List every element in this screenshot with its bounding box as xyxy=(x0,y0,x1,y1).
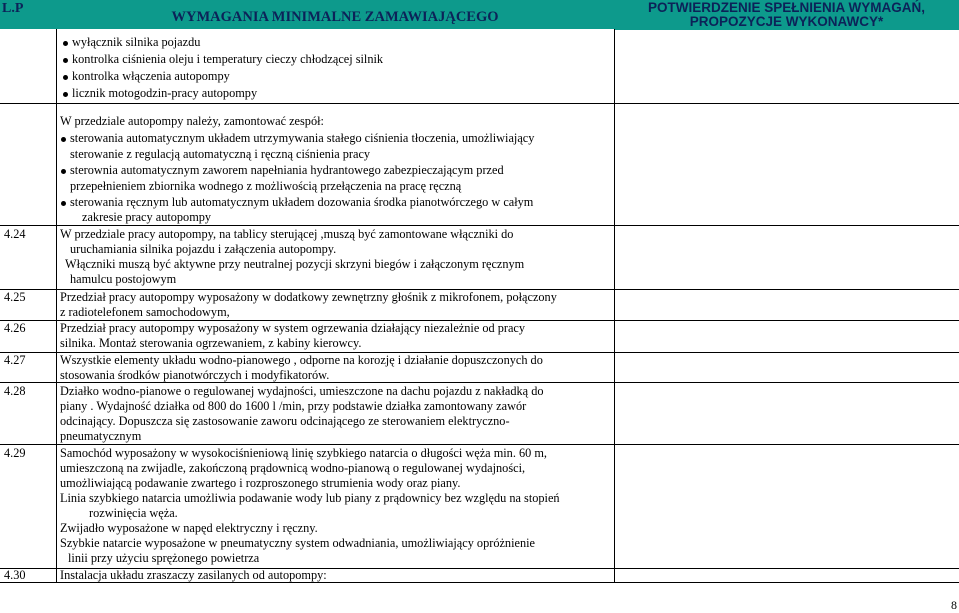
row-number: 4.25 xyxy=(4,290,26,304)
row-text: Przedział pracy autopompy wyposażony w system ogrzewania działający niezależnie od pracy xyxy=(60,321,526,335)
row-text: z radiotelefonem samochodowym, xyxy=(60,305,230,319)
bullet-icon xyxy=(61,201,66,206)
column-divider-confirmation xyxy=(614,29,615,582)
row-text: Włączniki muszą być aktywne przy neutralnej pozycji skrzyni biegów i załączonym ręcznym xyxy=(65,257,525,271)
header-confirmation xyxy=(614,0,959,30)
row-text: W przedziale pracy autopompy, na tablicy sterującej ,muszą być zamontowane włączniki do xyxy=(60,227,514,241)
row-text: Linia szybkiego natarcia umożliwia podawanie wody lub piany z prądownicy bez względu na stopień xyxy=(60,491,560,505)
list-item: licznik motogodzin-pracy autopompy xyxy=(72,86,258,100)
row-text: rozwinięcia węża. xyxy=(89,506,178,520)
bullet-icon xyxy=(63,75,68,80)
bullet-icon xyxy=(61,169,66,174)
row-text: Działko wodno-pianowe o regulowanej wydajności, umieszczone na dachu pojazdu z nakładką do xyxy=(60,384,544,398)
list-item: kontrolka ciśnienia oleju i temperatury cieczy chłodzącej silnik xyxy=(72,52,384,66)
row-text: hamulcu postojowym xyxy=(70,272,177,286)
header-lp: L.P xyxy=(0,0,58,29)
row-text: piany . Wydajność działka od 800 do 1600 l /min, przy podstawie działka zamontowany zawór xyxy=(60,399,527,413)
row-text: pneumatycznym xyxy=(60,429,142,443)
bullet-icon xyxy=(61,137,66,142)
row-number: 4.29 xyxy=(4,446,26,460)
row-number: 4.28 xyxy=(4,384,26,398)
list-item-continuation: zakresie pracy autopompy xyxy=(82,210,212,224)
bullet-icon xyxy=(63,58,68,63)
row-text: Instalacja układu zraszaczy zasilanych od autopompy: xyxy=(60,568,327,582)
row-border xyxy=(0,444,959,445)
row-text: odcinający. Dopuszcza się zastosowanie zaworu odcinającego ze sterowaniem elektryczno- xyxy=(60,414,510,428)
list-item: kontrolka włączenia autopompy xyxy=(72,69,230,83)
row-text: stosowania środków pianotwórczych i modyfikatorów. xyxy=(60,368,330,382)
row-text: silnika. Montaż sterowania ogrzewaniem, z kabiny kierowcy. xyxy=(60,336,362,350)
row-text: umożliwiającą podawanie zwartego i rozproszonego strumienia wody oraz piany. xyxy=(60,476,461,490)
header-confirmation-line1: POTWIERDZENIE SPEŁNIENIA WYMAGAŃ, xyxy=(647,0,925,15)
row-text: Przedział pracy autopompy wyposażony w dodatkowy zewnętrzny głośnik z mikrofonem, połączony xyxy=(60,290,557,304)
list-item: wyłącznik silnika pojazdu xyxy=(72,35,201,49)
row-text: Szybkie natarcie wyposażone w pneumatyczny system odwadniania, umożliwiający opróżnienie xyxy=(60,536,535,550)
row-text: uruchamiania silnika pojazdu i załączenia autopompy. xyxy=(70,242,337,256)
row-border xyxy=(0,103,959,104)
row-text: linii przy użyciu sprężonego powietrza xyxy=(68,551,260,565)
row-number: 4.24 xyxy=(4,227,26,241)
list-item: sterowania automatycznym układem utrzymywania stałego ciśnienia tłoczenia, umożliwiający xyxy=(70,131,535,145)
row-number: 4.27 xyxy=(4,353,26,367)
bullet-icon xyxy=(63,41,68,46)
page-number: 8 xyxy=(951,598,957,612)
row-number: 4.30 xyxy=(4,568,26,582)
row-border xyxy=(0,225,959,226)
list-item-continuation: sterowanie z regulacją automatyczną i ręczną ciśnienia pracy xyxy=(70,147,371,161)
column-divider-lp xyxy=(56,29,57,582)
row-text: Wszystkie elementy układu wodno-pianowego , odporne na korozję i działanie dopuszczonych do xyxy=(60,353,543,367)
table-header xyxy=(0,0,959,29)
list-item-continuation: przepełnieniem zbiornika wodnego z możliwością przełączenia na pracę ręczną xyxy=(70,179,462,193)
row-text: Zwijadło wyposażone w napęd elektryczny i ręczny. xyxy=(60,521,318,535)
list-item: sterownia automatycznym zaworem napełniania hydrantowego zabezpieczającym przed xyxy=(70,163,504,177)
header-confirmation-line2: PROPOZYCJE WYKONAWCY* xyxy=(689,14,884,29)
header-requirements: WYMAGANIA MINIMALNE ZAMAWIAJĄCEGO xyxy=(56,0,614,29)
block-intro: W przedziale autopompy należy, zamontować zespół: xyxy=(60,114,324,128)
row-number: 4.26 xyxy=(4,321,26,335)
list-item: sterowania ręcznym lub automatycznym układem dozowania środka pianotwórczego w całym xyxy=(70,195,534,209)
row-text: Samochód wyposażony w wysokociśnieniową linię szybkiego natarcia o długości węża min. 60 m, xyxy=(60,446,547,460)
bullet-icon xyxy=(63,92,68,97)
row-text: umieszczoną na zwijadle, zakończoną prądownicą wodno-pianową o regulowanej wydajności, xyxy=(60,461,526,475)
